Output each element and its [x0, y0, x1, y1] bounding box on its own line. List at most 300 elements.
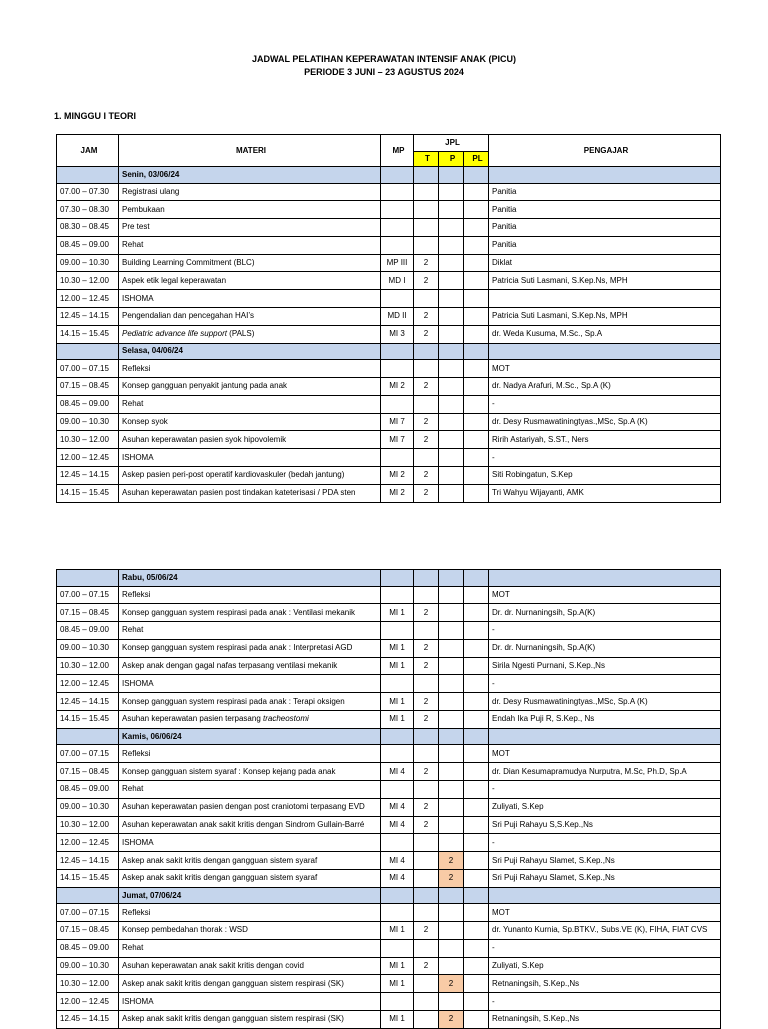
- schedule-row: [57, 308, 721, 326]
- schedule-row: [57, 395, 721, 413]
- pengajar-cell: Ririh Astariyah, S.ST., Ners: [489, 431, 721, 449]
- pengajar-cell: Dr. dr. Nurnaningsih, Sp.A(K): [489, 604, 721, 622]
- day-empty-cell: [464, 167, 489, 184]
- schedule-row: [57, 484, 721, 502]
- mp-cell: MI 4: [381, 816, 414, 834]
- mp-cell: [381, 183, 414, 201]
- jpl-p-cell: [439, 622, 464, 640]
- pengajar-cell: MOT: [489, 904, 721, 922]
- pengajar-cell: Panitia: [489, 183, 721, 201]
- pengajar-cell: Siti Robingatun, S.Kep: [489, 466, 721, 484]
- jpl-pl-cell: [464, 449, 489, 467]
- time-cell: 07.15 – 08.45: [57, 377, 119, 395]
- materi-cell: Askep anak sakit kritis dengan gangguan sistem respirasi (SK): [119, 1011, 381, 1029]
- jpl-pl-cell: [464, 308, 489, 326]
- mp-cell: MI 2: [381, 377, 414, 395]
- day-empty-cell: [489, 167, 721, 184]
- mp-cell: MI 1: [381, 711, 414, 729]
- jpl-pl-cell: [464, 219, 489, 237]
- jpl-p-cell: [439, 586, 464, 604]
- day-empty-cell: [439, 887, 464, 904]
- jpl-pl-cell: [464, 604, 489, 622]
- time-cell: 08.45 – 09.00: [57, 780, 119, 798]
- jpl-pl-cell: [464, 816, 489, 834]
- jpl-pl-cell: [464, 360, 489, 378]
- mp-cell: [381, 360, 414, 378]
- jpl-p-cell: [439, 377, 464, 395]
- jpl-pl-cell: [464, 325, 489, 343]
- jpl-p-cell: [439, 993, 464, 1011]
- time-cell: 10.30 – 12.00: [57, 975, 119, 993]
- schedule-row: [57, 183, 721, 201]
- pengajar-cell: dr. Desy Rusmawatiningtyas.,MSc, Sp.A (K): [489, 693, 721, 711]
- jpl-p-cell: [439, 639, 464, 657]
- jpl-pl-cell: [464, 377, 489, 395]
- time-cell: 12.00 – 12.45: [57, 290, 119, 308]
- mp-cell: MD II: [381, 308, 414, 326]
- time-cell: 12.00 – 12.45: [57, 834, 119, 852]
- mp-cell: MI 1: [381, 922, 414, 940]
- pengajar-cell: MOT: [489, 745, 721, 763]
- mp-cell: [381, 290, 414, 308]
- schedule-row: [57, 993, 721, 1011]
- jpl-pl-cell: [464, 183, 489, 201]
- materi-cell: Refleksi: [119, 360, 381, 378]
- mp-cell: [381, 993, 414, 1011]
- materi-cell: Askep pasien peri-post operatif kardiovaskuler (bedah jantung): [119, 466, 381, 484]
- schedule-row: [57, 798, 721, 816]
- header-p: P: [439, 152, 464, 167]
- jpl-t-cell: 2: [414, 816, 439, 834]
- schedule-row: [57, 816, 721, 834]
- materi-cell: Konsep syok: [119, 413, 381, 431]
- jpl-pl-cell: [464, 622, 489, 640]
- jpl-t-cell: [414, 622, 439, 640]
- jpl-t-cell: 2: [414, 657, 439, 675]
- schedule-row: [57, 236, 721, 254]
- materi-text: (PALS): [226, 329, 255, 339]
- materi-cell: [119, 711, 381, 729]
- schedule-row: [57, 219, 721, 237]
- materi-cell: Askep anak sakit kritis dengan gangguan sistem syaraf: [119, 852, 381, 870]
- mp-cell: [381, 780, 414, 798]
- pengajar-cell: [489, 290, 721, 308]
- day-empty-cell: [414, 343, 439, 360]
- schedule-row: [57, 201, 721, 219]
- time-cell: 12.00 – 12.45: [57, 993, 119, 1011]
- jpl-t-cell: [414, 675, 439, 693]
- jpl-p-cell: [439, 290, 464, 308]
- mp-cell: MI 1: [381, 657, 414, 675]
- schedule-row: [57, 360, 721, 378]
- schedule-row: [57, 466, 721, 484]
- day-empty-cell: [414, 728, 439, 745]
- time-cell: 07.00 – 07.30: [57, 183, 119, 201]
- mp-cell: [381, 834, 414, 852]
- mp-cell: MI 2: [381, 484, 414, 502]
- jpl-t-cell: [414, 586, 439, 604]
- day-empty-cell: [414, 570, 439, 587]
- materi-cell: ISHOMA: [119, 993, 381, 1011]
- jpl-pl-cell: [464, 466, 489, 484]
- time-cell: 09.00 – 10.30: [57, 957, 119, 975]
- pengajar-cell: Sirila Ngesti Purnani, S.Kep.,Ns: [489, 657, 721, 675]
- jpl-pl-cell: [464, 586, 489, 604]
- day-empty-cell: [489, 343, 721, 360]
- mp-cell: [381, 449, 414, 467]
- materi-cell: Asuhan keperawatan anak sakit kritis dengan Sindrom Gullain-Barré: [119, 816, 381, 834]
- schedule-row: [57, 325, 721, 343]
- jpl-pl-cell: [464, 639, 489, 657]
- pengajar-cell: -: [489, 834, 721, 852]
- jpl-p-cell: [439, 431, 464, 449]
- pengajar-cell: Panitia: [489, 219, 721, 237]
- time-cell: 14.15 – 15.45: [57, 484, 119, 502]
- materi-cell: Asuhan keperawatan pasien dengan post craniotomi terpasang EVD: [119, 798, 381, 816]
- jpl-p-cell: [439, 254, 464, 272]
- jpl-t-cell: 2: [414, 308, 439, 326]
- jpl-pl-cell: [464, 272, 489, 290]
- jpl-t-cell: 2: [414, 693, 439, 711]
- header-pl: PL: [464, 152, 489, 167]
- section-heading: 1. MINGGU I TEORI: [54, 111, 137, 121]
- jpl-t-cell: [414, 183, 439, 201]
- time-cell: 09.00 – 10.30: [57, 413, 119, 431]
- pengajar-cell: Sri Puji Rahayu S,S.Kep.,Ns: [489, 816, 721, 834]
- time-cell: 07.00 – 07.15: [57, 586, 119, 604]
- jpl-p-cell: [439, 183, 464, 201]
- pengajar-cell: Sri Puji Rahayu Slamet, S.Kep.,Ns: [489, 869, 721, 887]
- jpl-t-cell: 2: [414, 466, 439, 484]
- jpl-t-cell: [414, 201, 439, 219]
- day-label: Kamis, 06/06/24: [119, 728, 381, 745]
- jpl-pl-cell: [464, 869, 489, 887]
- day-empty-cell: [439, 728, 464, 745]
- schedule-row: [57, 834, 721, 852]
- jpl-t-cell: 2: [414, 957, 439, 975]
- pengajar-cell: Retnaningsih, S.Kep.,Ns: [489, 975, 721, 993]
- jpl-t-cell: [414, 993, 439, 1011]
- day-label: Jumat, 07/06/24: [119, 887, 381, 904]
- jpl-p-cell: [439, 466, 464, 484]
- jpl-pl-cell: [464, 484, 489, 502]
- materi-text: Asuhan keperawatan pasien terpasang: [122, 714, 263, 724]
- jpl-p-cell: [439, 711, 464, 729]
- schedule-row: [57, 449, 721, 467]
- pengajar-cell: Sri Puji Rahayu Slamet, S.Kep.,Ns: [489, 852, 721, 870]
- jpl-t-cell: [414, 219, 439, 237]
- materi-cell: Aspek etik legal keperawatan: [119, 272, 381, 290]
- jpl-p-cell: [439, 657, 464, 675]
- mp-cell: [381, 622, 414, 640]
- jpl-t-cell: 2: [414, 413, 439, 431]
- pengajar-cell: -: [489, 939, 721, 957]
- day-empty-cell: [439, 570, 464, 587]
- jpl-t-cell: [414, 360, 439, 378]
- materi-cell: Refleksi: [119, 745, 381, 763]
- pengajar-cell: dr. Yunanto Kurnia, Sp.BTKV., Subs.VE (K), FIHA, FIAT CVS: [489, 922, 721, 940]
- day-empty-cell: [381, 570, 414, 587]
- time-cell: 07.15 – 08.45: [57, 763, 119, 781]
- jpl-t-cell: [414, 236, 439, 254]
- jpl-p-cell: [439, 693, 464, 711]
- jpl-p-cell: [439, 219, 464, 237]
- table1-body: [57, 167, 721, 503]
- time-cell: 10.30 – 12.00: [57, 431, 119, 449]
- jpl-p-cell: 2: [439, 869, 464, 887]
- time-cell: 07.00 – 07.15: [57, 360, 119, 378]
- pengajar-cell: Patricia Suti Lasmani, S.Kep.Ns, MPH: [489, 308, 721, 326]
- materi-cell: Konsep gangguan system respirasi pada anak : Interpretasi AGD: [119, 639, 381, 657]
- pengajar-cell: Endah Ika Puji R, S.Kep., Ns: [489, 711, 721, 729]
- jpl-pl-cell: [464, 798, 489, 816]
- day-empty-cell: [489, 887, 721, 904]
- mp-cell: MI 3: [381, 325, 414, 343]
- time-cell: 14.15 – 15.45: [57, 711, 119, 729]
- materi-cell: Asuhan keperawatan anak sakit kritis dengan covid: [119, 957, 381, 975]
- pengajar-cell: Panitia: [489, 236, 721, 254]
- day-empty-cell: [381, 728, 414, 745]
- schedule-row: [57, 290, 721, 308]
- jpl-p-cell: [439, 675, 464, 693]
- mp-cell: MP III: [381, 254, 414, 272]
- pengajar-cell: Tri Wahyu Wijayanti, AMK: [489, 484, 721, 502]
- jpl-pl-cell: [464, 711, 489, 729]
- day-blank-cell: [57, 343, 119, 360]
- schedule-row: [57, 413, 721, 431]
- time-cell: 07.15 – 08.45: [57, 604, 119, 622]
- mp-cell: [381, 939, 414, 957]
- jpl-pl-cell: [464, 852, 489, 870]
- schedule-table-week1: [56, 134, 721, 503]
- jpl-t-cell: [414, 975, 439, 993]
- jpl-p-cell: [439, 939, 464, 957]
- document-title: JADWAL PELATIHAN KEPERAWATAN INTENSIF ANAK (PICU): [251, 54, 516, 64]
- pengajar-cell: Zuliyati, S.Kep: [489, 957, 721, 975]
- jpl-pl-cell: [464, 290, 489, 308]
- mp-cell: MI 4: [381, 763, 414, 781]
- schedule-table-week1-continued: [56, 569, 721, 1029]
- time-cell: 08.30 – 08.45: [57, 219, 119, 237]
- pengajar-cell: dr. Desy Rusmawatiningtyas.,MSc, Sp.A (K): [489, 413, 721, 431]
- mp-cell: [381, 586, 414, 604]
- jpl-pl-cell: [464, 957, 489, 975]
- mp-cell: MD I: [381, 272, 414, 290]
- schedule-row: [57, 763, 721, 781]
- schedule-row: [57, 431, 721, 449]
- materi-cell: Rehat: [119, 236, 381, 254]
- schedule-row: [57, 745, 721, 763]
- mp-cell: MI 7: [381, 431, 414, 449]
- jpl-p-cell: [439, 395, 464, 413]
- schedule-row: [57, 975, 721, 993]
- jpl-p-cell: [439, 922, 464, 940]
- mp-cell: MI 1: [381, 975, 414, 993]
- materi-cell: Konsep gangguan penyakit jantung pada anak: [119, 377, 381, 395]
- mp-cell: [381, 236, 414, 254]
- materi-cell: Building Learning Commitment (BLC): [119, 254, 381, 272]
- materi-cell: Konsep gangguan sistem syaraf : Konsep kejang pada anak: [119, 763, 381, 781]
- time-cell: 12.45 – 14.15: [57, 693, 119, 711]
- jpl-t-cell: [414, 290, 439, 308]
- jpl-p-cell: [439, 201, 464, 219]
- day-label: Senin, 03/06/24: [119, 167, 381, 184]
- jpl-pl-cell: [464, 693, 489, 711]
- jpl-p-cell: [439, 904, 464, 922]
- time-cell: 09.00 – 10.30: [57, 254, 119, 272]
- pengajar-cell: Retnaningsih, S.Kep.,Ns: [489, 1011, 721, 1029]
- schedule-row: [57, 604, 721, 622]
- pengajar-cell: Diklat: [489, 254, 721, 272]
- day-empty-cell: [489, 728, 721, 745]
- jpl-p-cell: [439, 308, 464, 326]
- schedule-row: [57, 939, 721, 957]
- day-empty-cell: [464, 570, 489, 587]
- jpl-t-cell: [414, 939, 439, 957]
- materi-cell: ISHOMA: [119, 834, 381, 852]
- time-cell: 08.45 – 09.00: [57, 622, 119, 640]
- jpl-pl-cell: [464, 413, 489, 431]
- materi-cell: Rehat: [119, 780, 381, 798]
- jpl-pl-cell: [464, 1011, 489, 1029]
- day-empty-cell: [464, 887, 489, 904]
- day-header-row: [57, 167, 721, 184]
- jpl-pl-cell: [464, 675, 489, 693]
- jpl-pl-cell: [464, 939, 489, 957]
- time-cell: 14.15 – 15.45: [57, 869, 119, 887]
- jpl-p-cell: [439, 957, 464, 975]
- header-t: T: [414, 152, 439, 167]
- schedule-row: [57, 675, 721, 693]
- pengajar-cell: -: [489, 780, 721, 798]
- materi-cell: Konsep gangguan system respirasi pada anak : Terapi oksigen: [119, 693, 381, 711]
- pengajar-cell: Patricia Suti Lasmani, S.Kep.Ns, MPH: [489, 272, 721, 290]
- jpl-pl-cell: [464, 922, 489, 940]
- jpl-p-cell: 2: [439, 975, 464, 993]
- jpl-p-cell: [439, 360, 464, 378]
- jpl-pl-cell: [464, 745, 489, 763]
- materi-cell: Refleksi: [119, 586, 381, 604]
- jpl-t-cell: [414, 745, 439, 763]
- jpl-p-cell: [439, 272, 464, 290]
- mp-cell: MI 1: [381, 1011, 414, 1029]
- schedule-row: [57, 272, 721, 290]
- day-empty-cell: [381, 343, 414, 360]
- time-cell: 07.30 – 08.30: [57, 201, 119, 219]
- mp-cell: MI 1: [381, 639, 414, 657]
- day-empty-cell: [414, 887, 439, 904]
- jpl-p-cell: [439, 798, 464, 816]
- header-materi: MATERI: [119, 135, 381, 167]
- day-empty-cell: [489, 570, 721, 587]
- mp-cell: MI 7: [381, 413, 414, 431]
- mp-cell: [381, 201, 414, 219]
- materi-cell: Askep anak sakit kritis dengan gangguan sistem syaraf: [119, 869, 381, 887]
- day-blank-cell: [57, 570, 119, 587]
- pengajar-cell: -: [489, 622, 721, 640]
- pengajar-cell: dr. Weda Kusuma, M.Sc., Sp.A: [489, 325, 721, 343]
- jpl-t-cell: [414, 834, 439, 852]
- materi-cell: Rehat: [119, 939, 381, 957]
- header-mp: MP: [381, 135, 414, 167]
- day-header-row: [57, 887, 721, 904]
- mp-cell: [381, 219, 414, 237]
- time-cell: 09.00 – 10.30: [57, 639, 119, 657]
- jpl-p-cell: [439, 449, 464, 467]
- jpl-t-cell: [414, 869, 439, 887]
- jpl-t-cell: 2: [414, 254, 439, 272]
- day-blank-cell: [57, 887, 119, 904]
- schedule-row: [57, 780, 721, 798]
- day-blank-cell: [57, 167, 119, 184]
- time-cell: 07.00 – 07.15: [57, 904, 119, 922]
- time-cell: 12.00 – 12.45: [57, 449, 119, 467]
- jpl-t-cell: 2: [414, 431, 439, 449]
- day-empty-cell: [381, 887, 414, 904]
- jpl-t-cell: [414, 395, 439, 413]
- schedule-row: [57, 957, 721, 975]
- time-cell: 12.45 – 14.15: [57, 308, 119, 326]
- jpl-pl-cell: [464, 975, 489, 993]
- mp-cell: MI 4: [381, 869, 414, 887]
- mp-cell: [381, 395, 414, 413]
- schedule-row: [57, 657, 721, 675]
- time-cell: 07.00 – 07.15: [57, 745, 119, 763]
- schedule-row: [57, 254, 721, 272]
- materi-cell: Rehat: [119, 395, 381, 413]
- document-period: PERIODE 3 JUNI – 23 AGUSTUS 2024: [304, 67, 464, 77]
- mp-cell: MI 1: [381, 604, 414, 622]
- mp-cell: [381, 745, 414, 763]
- jpl-p-cell: [439, 834, 464, 852]
- materi-cell: ISHOMA: [119, 675, 381, 693]
- jpl-pl-cell: [464, 780, 489, 798]
- time-cell: 08.45 – 09.00: [57, 939, 119, 957]
- jpl-t-cell: [414, 449, 439, 467]
- pengajar-cell: -: [489, 449, 721, 467]
- jpl-p-cell: 2: [439, 852, 464, 870]
- time-cell: 12.45 – 14.15: [57, 1011, 119, 1029]
- time-cell: 12.45 – 14.15: [57, 466, 119, 484]
- jpl-t-cell: [414, 780, 439, 798]
- mp-cell: [381, 675, 414, 693]
- materi-cell: Konsep pembedahan thorak : WSD: [119, 922, 381, 940]
- jpl-p-cell: [439, 236, 464, 254]
- jpl-t-cell: 2: [414, 639, 439, 657]
- day-header-row: [57, 728, 721, 745]
- jpl-pl-cell: [464, 431, 489, 449]
- mp-cell: MI 2: [381, 466, 414, 484]
- header-jpl: JPL: [414, 135, 489, 152]
- mp-cell: MI 4: [381, 798, 414, 816]
- jpl-pl-cell: [464, 254, 489, 272]
- jpl-pl-cell: [464, 657, 489, 675]
- schedule-row: [57, 711, 721, 729]
- schedule-row: [57, 922, 721, 940]
- pengajar-cell: -: [489, 675, 721, 693]
- materi-cell: ISHOMA: [119, 449, 381, 467]
- jpl-t-cell: 2: [414, 922, 439, 940]
- jpl-p-cell: [439, 604, 464, 622]
- time-cell: 10.30 – 12.00: [57, 657, 119, 675]
- materi-cell: Asuhan keperawatan pasien syok hipovolemik: [119, 431, 381, 449]
- jpl-t-cell: 2: [414, 798, 439, 816]
- pengajar-cell: -: [489, 993, 721, 1011]
- time-cell: 10.30 – 12.00: [57, 272, 119, 290]
- jpl-p-cell: [439, 484, 464, 502]
- schedule-row: [57, 693, 721, 711]
- schedule-row: [57, 904, 721, 922]
